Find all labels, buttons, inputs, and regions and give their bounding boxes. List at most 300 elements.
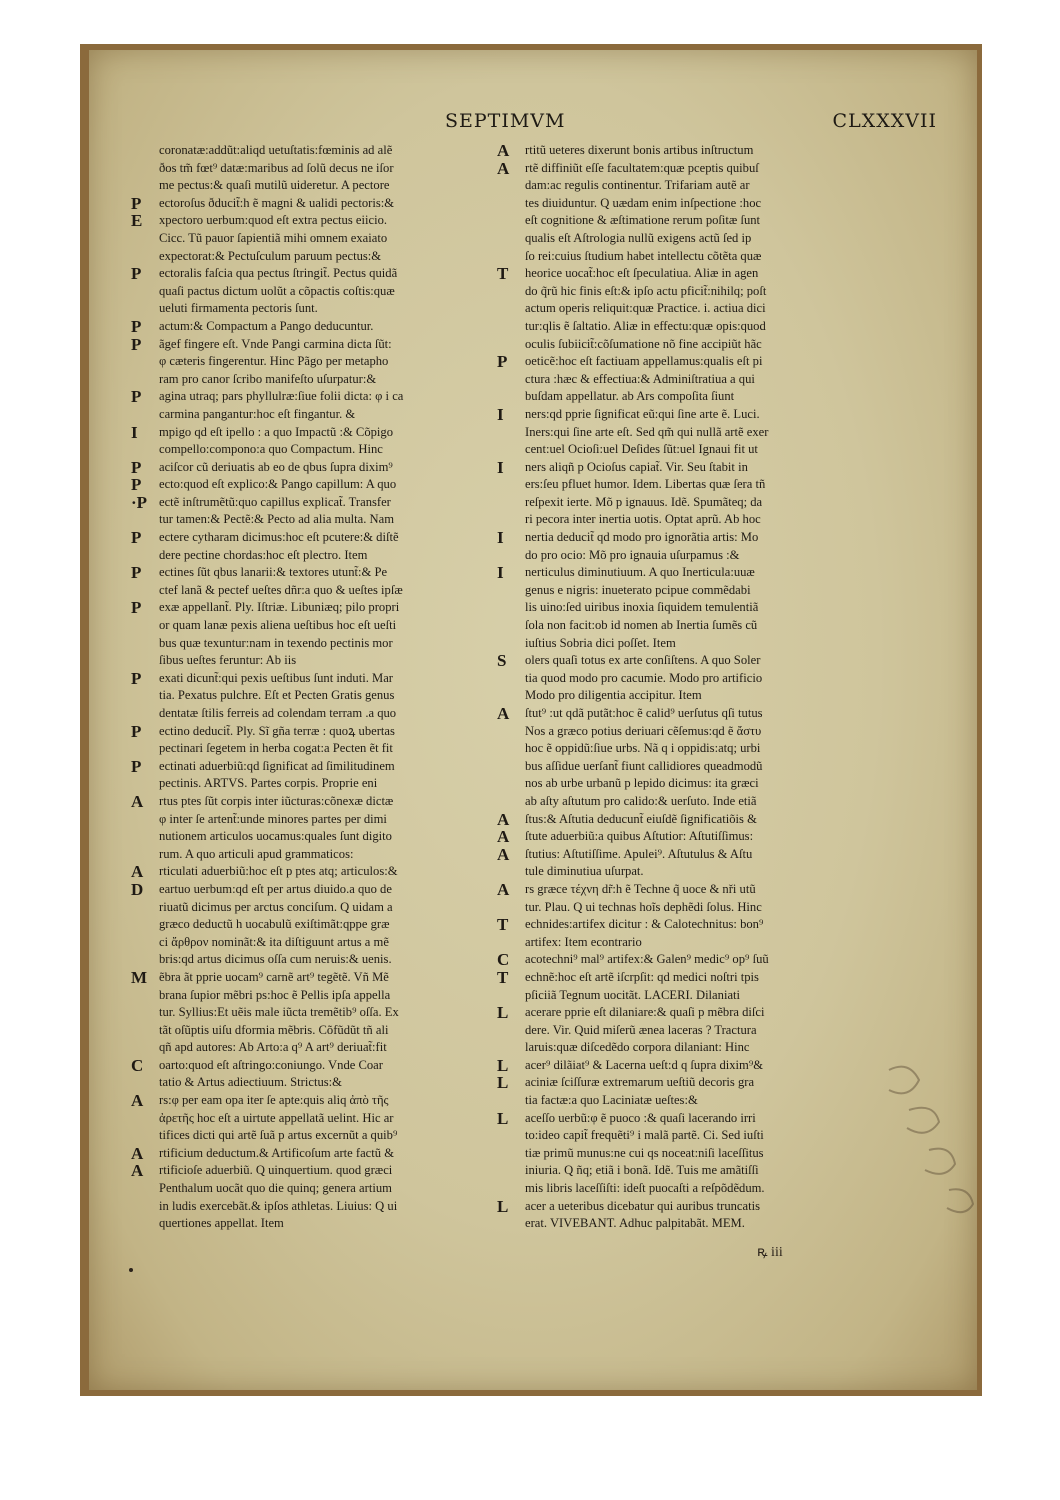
- line-text: ẽbra ãt pprie uocam⁹ carnẽ art⁹ tegẽtẽ. Vñ Mẽ: [159, 969, 389, 984]
- text-line: [495, 775, 853, 793]
- line-text: me pectus:& quaſi mutilũ uideretur. A pectore: [159, 178, 390, 193]
- text-line: [129, 1004, 479, 1022]
- line-text: qñ apd autores: Ab Arto:a q⁹ A art⁹ deriuat̃:fit: [159, 1040, 387, 1055]
- line-text: rtificioſe aduerbiũ. Q uinquertium. quod græci: [159, 1163, 393, 1178]
- text-line: [129, 1145, 479, 1163]
- line-text: ſibus ueſtes feruntur: Ab iis: [159, 653, 297, 668]
- text-line: [129, 1162, 479, 1180]
- line-text: do q̃rũ hic finis eſt:& ipſo actu pficit̃:nihilq; poſt: [525, 283, 767, 298]
- line-text: tifices dicti qui artẽ ſuã p artus excernũt a quib⁹: [159, 1128, 398, 1143]
- text-line: [129, 1215, 479, 1233]
- line-text: tur. Plau. Q ui technas hoĩs dephẽdi ſolus. Hinc: [525, 899, 762, 914]
- text-line: [495, 1162, 853, 1180]
- text-line: [495, 406, 853, 424]
- text-line: [129, 705, 479, 723]
- line-text: coronatæ:addũt:aliqd uetuſtatis:fœminis ad alẽ: [159, 143, 393, 157]
- line-text: tur:qlis ẽ ſaltatio. Aliæ in effectu:quæ opis:quod: [525, 318, 766, 333]
- line-text: ſtute aduerbiũ:a quibus Aſtutior: Aſtutiſſimus:: [525, 829, 754, 844]
- text-line: [129, 230, 479, 248]
- initial-letter: P: [131, 599, 142, 618]
- left-text-column: [129, 142, 479, 1233]
- text-line: [495, 1074, 853, 1092]
- initial-letter: L: [497, 1074, 509, 1093]
- text-line: [129, 476, 479, 494]
- line-text: ab aſty aſtutum pro calido:& uerſuto. Inde etiã: [525, 793, 757, 808]
- text-line: [495, 1215, 853, 1233]
- folio-number: CLXXXVII: [832, 110, 937, 132]
- line-text: rticulati aduerbiũ:hoc eſt p ptes atq; articulos:&: [159, 864, 398, 879]
- line-text: iniuria. Q ñq; etiã i bonã. Idẽ. Tuis me amãtiſſi: [525, 1163, 759, 1178]
- text-line: [495, 705, 853, 723]
- line-text: ectino deducit̃. Ply. Sĩ gña terræ : quoꝝ ubertas: [159, 723, 395, 738]
- text-line: [129, 406, 479, 424]
- line-text: pectinari ſegetem in herba cogat:a Pecten ẽt fit: [159, 741, 393, 756]
- line-text: qualis eſt Aſtrologia nullũ exigens actũ ſed ip: [525, 230, 752, 245]
- text-line: [495, 424, 853, 442]
- initial-letter: P: [497, 353, 508, 371]
- text-line: [129, 635, 479, 653]
- line-text: oculis ſubiicit̃:cõſumatione nõ fine accipiũt hãc: [525, 336, 762, 351]
- text-line: [495, 687, 853, 705]
- line-text: eſt cognitione & æſtimatione rerum poſitæ ſunt: [525, 213, 761, 228]
- text-line: [129, 318, 479, 336]
- initial-letter: P: [131, 458, 142, 477]
- line-text: to:ideo capit̃ frequẽti⁹ i malã partẽ. Ci. Sed iuſti: [525, 1128, 764, 1143]
- line-text: φ cæteris fingerentur. Hinc Pãgo per metapho: [159, 354, 389, 369]
- text-line: [495, 881, 853, 899]
- line-text: acerare pprie eſt dilaniare:& quaſi p mẽbra diſci: [525, 1005, 765, 1020]
- initial-letter: D: [131, 880, 144, 899]
- initial-letter: ·P: [131, 493, 148, 512]
- text-line: [495, 670, 853, 688]
- line-text: tur tamen:& Pectẽ:& Pecto ad alia multa. Nam: [159, 512, 395, 527]
- text-line: [495, 494, 853, 512]
- initial-letter: L: [497, 1004, 509, 1022]
- text-line: [129, 863, 479, 881]
- line-text: ram pro canor ſcribo manifeſto uſurpatur:&: [159, 371, 377, 386]
- initial-letter: L: [497, 1109, 509, 1128]
- text-line: [495, 723, 853, 741]
- text-line: [495, 476, 853, 494]
- initial-letter: I: [497, 405, 504, 424]
- initial-letter: A: [131, 1144, 144, 1163]
- stamp-watermark: [869, 1050, 989, 1230]
- initial-letter: C: [131, 1056, 144, 1075]
- text-line: [495, 248, 853, 266]
- initial-letter: I: [497, 564, 504, 582]
- line-text: reſpexit ierte. Mõ p ignauus. Idẽ. Spumãteq; da: [525, 494, 763, 509]
- line-text: xpectoro uerbum:quod eſt extra pectus eiicio.: [159, 213, 388, 228]
- text-line: [129, 1110, 479, 1128]
- line-text: buſdam appellatur. ab Ars compoſita ſiunt: [525, 389, 735, 404]
- line-text: ners aliqñ p Ocioſus capiat̃. Vir. Seu ſtabit in: [525, 459, 748, 474]
- text-line: [495, 617, 853, 635]
- line-text: lis uino:ſed uiribus inoxia ſiquidem temulentiã: [525, 600, 759, 615]
- text-line: [495, 1004, 853, 1022]
- line-text: ectẽ inſtrumẽtũ:quo capillus explicat̃. Transfer: [159, 494, 391, 509]
- line-text: aceſſo uerbũ:φ ẽ puoco :& quaſi lacerando irri: [525, 1110, 756, 1125]
- text-line: [129, 177, 479, 195]
- line-text: quaſi pactus dictum uolũt a cõpactis coſtis:quæ: [159, 283, 395, 298]
- line-text: actum:& Compactum a Pango deducuntur.: [159, 318, 374, 333]
- line-text: quertiones appellat. Item: [159, 1216, 284, 1231]
- line-text: ners:qd pprie ſignificat eũ:qui ſine arte ẽ. Luci.: [525, 406, 760, 421]
- book-page: [89, 50, 977, 1390]
- margin-dot: [129, 1268, 133, 1272]
- initial-letter: A: [131, 1092, 144, 1110]
- text-line: [129, 687, 479, 705]
- line-text: hoc ẽ oppidũ:ſiue urbs. Nã q i oppidis:atq; urbi: [525, 741, 761, 756]
- initial-letter: L: [497, 1197, 509, 1216]
- text-line: [129, 899, 479, 917]
- line-text: Nos a græco potius deriuari cẽſemus:qd ẽ ἄστυ: [525, 723, 762, 738]
- initial-letter: A: [497, 705, 510, 723]
- line-text: echnides:artifex dicitur : & Calotechnitus: bon⁹: [525, 917, 764, 932]
- line-text: exæ appellant̃. Ply. Iſtriæ. Libuniæq; pilo propri: [159, 600, 400, 615]
- line-text: tule diminutiua uſurpat.: [525, 864, 644, 879]
- text-line: [129, 758, 479, 776]
- line-text: nertia deducit̃ qd modo pro ignorãtia artis: Mo: [525, 530, 759, 545]
- text-line: [129, 300, 479, 318]
- text-line: [495, 599, 853, 617]
- line-text: tãt oſũptis uiſu dformia mẽbris. Cõfũdũt tñ ali: [159, 1022, 389, 1037]
- text-line: [129, 248, 479, 266]
- line-text: genus e nigris: inueterato pcipue commẽdabi: [525, 582, 751, 597]
- text-line: [129, 529, 479, 547]
- line-text: bus quæ texuntur:nam in texendo pectinis mor: [159, 635, 393, 650]
- scan-background: [80, 44, 982, 1396]
- initial-letter: S: [497, 652, 507, 670]
- text-line: [129, 494, 479, 512]
- text-line: [495, 142, 853, 160]
- line-text: ectoroſus ðducit̃:h ẽ magni & ualidi pectoris:&: [159, 195, 395, 210]
- text-line: [129, 371, 479, 389]
- text-line: [495, 652, 853, 670]
- text-line: [129, 652, 479, 670]
- initial-letter: T: [497, 916, 509, 934]
- initial-letter: C: [497, 951, 510, 969]
- text-line: [129, 212, 479, 230]
- line-text: oarto:quod eſt aſtringo:coniungo. Vnde Coar: [159, 1057, 383, 1072]
- text-line: [495, 212, 853, 230]
- text-line: [495, 318, 853, 336]
- text-line: [129, 951, 479, 969]
- line-text: nutionem articulos uocamus:quales ſunt digito: [159, 829, 392, 844]
- line-text: rtificium deductum.& Artificoſum arte factũ &: [159, 1145, 395, 1160]
- line-text: agina utraq; pars phyllulræ:ſiue folii dicta: φ i ca: [159, 389, 404, 404]
- text-line: [495, 1039, 853, 1057]
- line-text: ſtus:& Aſtutia deducunt̃ eiuſdẽ ſignificatiõis &: [525, 811, 757, 826]
- line-text: eartuo uerbum:qd eſt per artus diuido.a quo de: [159, 881, 392, 896]
- line-text: tia quod modo pro cacumie. Modo pro artificio: [525, 670, 763, 685]
- text-line: [129, 987, 479, 1005]
- text-line: [495, 758, 853, 776]
- line-text: Iners:qui ſine arte eſt. Sed qm̃ qui nullã artẽ exer: [525, 424, 769, 439]
- line-text: ctura :hæc & effectiua:& Adminiſtratiua a qui: [525, 371, 755, 386]
- line-text: brana ſupior mẽbri ps:hoc ẽ Pellis ipſa appella: [159, 987, 391, 1002]
- signature-mark: ꝶ iii: [757, 1245, 783, 1260]
- text-line: [495, 1057, 853, 1075]
- line-text: ãgef fingere eſt. Vnde Pangi carmina dicta ſũt:: [159, 336, 392, 351]
- line-text: rs græce τέχνη dr̃:h ẽ Techne q̃ uoce & nři utũ: [525, 881, 756, 896]
- line-text: tes diuiduntur. Q uædam enim inſpectione :hoc: [525, 195, 762, 210]
- line-text: ðos tm̃ fœt⁹ datæ:maribus ad ſolũ decus ne iſor: [159, 160, 394, 175]
- text-line: [129, 1039, 479, 1057]
- line-text: mpigo qd eſt ipello : a quo Impactũ :& Cõpigo: [159, 424, 394, 439]
- text-line: [495, 160, 853, 178]
- text-line: [495, 1110, 853, 1128]
- text-line: [495, 582, 853, 600]
- text-line: [495, 740, 853, 758]
- initial-letter: A: [131, 863, 144, 881]
- text-line: [129, 441, 479, 459]
- line-text: laruis:quæ diſcedẽdo corpora dilaniant: Hinc: [525, 1040, 750, 1055]
- text-line: [495, 1198, 853, 1216]
- text-line: [129, 511, 479, 529]
- line-text: iuſtius Sobria dici poſſet. Item: [525, 635, 676, 650]
- line-text: ſo rei:cuius ſtudium habet intellectu cõtẽta quæ: [525, 248, 762, 263]
- initial-letter: P: [131, 194, 142, 213]
- text-line: [495, 899, 853, 917]
- text-line: [129, 424, 479, 442]
- line-text: in ludis exercebãt.& ipſos athletas. Liuius: Q ui: [159, 1198, 398, 1213]
- line-text: acotechni⁹ mal⁹ artifex:& Galen⁹ medic⁹ op⁹ ſuũ: [525, 952, 769, 967]
- text-line: [129, 599, 479, 617]
- line-text: tatio & Artus adiectiuum. Strictus:&: [159, 1075, 342, 1090]
- text-line: [129, 547, 479, 565]
- text-line: [495, 951, 853, 969]
- initial-letter: P: [131, 529, 142, 547]
- text-line: [495, 547, 853, 565]
- initial-letter: A: [131, 792, 144, 811]
- line-text: græco deductũ h uocabulũ exiſtimãt:qppe græ: [159, 917, 390, 932]
- text-line: [495, 300, 853, 318]
- text-line: [129, 934, 479, 952]
- initial-letter: A: [497, 828, 510, 846]
- line-text: pectinis. ARTVS. Partes corpis. Proprie eni: [159, 776, 378, 791]
- line-text: ri pecora inter inertia uotis. Optat aprũ. Ab hoc: [525, 512, 761, 527]
- line-text: dere pectine chordas:hoc eſt plectro. Item: [159, 547, 368, 562]
- text-line: [495, 511, 853, 529]
- text-line: [129, 846, 479, 864]
- line-text: acer a ueteribus dicebatur qui auribus truncatis: [525, 1198, 760, 1213]
- line-text: φ inter ſe artent̃:unde minores partes per dimi: [159, 811, 387, 826]
- line-text: nerticulus diminutiuum. A quo Inerticula:uuæ: [525, 565, 755, 580]
- line-text: pſiciiã Tegnum uocitãt. LACERI. Dilaniati: [525, 987, 741, 1002]
- text-line: [129, 142, 479, 160]
- line-text: erat. VIVEBANT. Adhuc palpitabãt. MEM.: [525, 1216, 745, 1231]
- line-text: expectorat:& Pectuſculum paruum pectus:&: [159, 248, 382, 263]
- line-text: artifex: Item econtrario: [525, 934, 642, 949]
- initial-letter: P: [131, 335, 142, 354]
- line-text: echnẽ:hoc eſt artẽ iſcrpſit: qd medici noſtri tpis: [525, 969, 759, 984]
- text-line: [495, 793, 853, 811]
- text-line: [495, 635, 853, 653]
- text-line: [129, 582, 479, 600]
- line-text: bris:qd artus dicimus oſſa cum neruis:& uenis.: [159, 952, 392, 967]
- text-line: [495, 863, 853, 881]
- text-line: [129, 793, 479, 811]
- initial-letter: P: [131, 669, 142, 688]
- text-line: [129, 1092, 479, 1110]
- text-line: [495, 916, 853, 934]
- text-line: [495, 459, 853, 477]
- initial-letter: P: [131, 564, 142, 582]
- initial-letter: P: [131, 317, 142, 336]
- initial-letter: E: [131, 212, 143, 230]
- text-line: [495, 336, 853, 354]
- text-line: [129, 916, 479, 934]
- initial-letter: I: [497, 529, 504, 547]
- line-text: oeticẽ:hoc eſt factiuam appellamus:qualis eſt pi: [525, 354, 763, 369]
- initial-letter: A: [497, 880, 510, 899]
- initial-letter: L: [497, 1056, 509, 1075]
- line-text: actum operis reliquit:quæ Practice. i. actiua dici: [525, 301, 766, 316]
- text-line: [495, 195, 853, 213]
- line-text: ſtutius: Aſtutiſſime. Apulei⁹. Aſtutulus & Aſtu: [525, 846, 753, 861]
- initial-letter: I: [131, 423, 138, 442]
- line-text: dentatæ ſtilis ferreis ad colendam terram .a quo: [159, 706, 397, 720]
- line-text: ectere cytharam dicimus:hoc eſt pcutere:& diſtẽ: [159, 530, 399, 545]
- line-text: acer⁹ dilãiat⁹ & Lacerna ueſt:d q ſupra dixim⁹&: [525, 1057, 764, 1072]
- text-line: [129, 195, 479, 213]
- line-text: or quam lanæ pexis aliena ueſtibus hoc eſt ueſti: [159, 618, 397, 633]
- line-text: ers:ſeu pfluet humor. Idem. Libertas quæ ſera tñ: [525, 477, 766, 492]
- text-line: [495, 987, 853, 1005]
- line-text: ecto:quod eſt explico:& Pango capillum: A quo: [159, 477, 397, 492]
- text-line: [129, 160, 479, 178]
- text-line: [129, 811, 479, 829]
- line-text: dere. Vir. Quid miſerũ ænea laceras ? Tractura: [525, 1022, 757, 1037]
- line-text: mis libris laceſſiſti: ideſt puocaſti a reſpõdẽdum.: [525, 1181, 765, 1196]
- text-line: [495, 1127, 853, 1145]
- text-line: [495, 564, 853, 582]
- initial-letter: A: [497, 845, 510, 864]
- line-text: aciſcor cũ deriuatis ab eo de qbus ſupra dixim⁹: [159, 459, 393, 474]
- text-line: [495, 529, 853, 547]
- text-line: [495, 1092, 853, 1110]
- text-line: [495, 1145, 853, 1163]
- initial-letter: P: [131, 757, 142, 776]
- right-text-column: [495, 142, 853, 1233]
- running-head-left: SEPTIMVM: [445, 110, 566, 132]
- text-line: [129, 969, 479, 987]
- initial-letter: T: [497, 265, 509, 283]
- line-text: dam:ac regulis continentur. Trifariam autẽ ar: [525, 178, 750, 193]
- text-line: [129, 353, 479, 371]
- initial-letter: P: [131, 388, 142, 406]
- line-text: bus aſſidue uerſant̃ fiunt callidiores queadmodũ: [525, 758, 763, 773]
- text-line: [495, 283, 853, 301]
- line-text: Penthalum uocãt quo die quinq; genera artium: [159, 1181, 392, 1196]
- initial-letter: I: [497, 458, 504, 477]
- text-line: [129, 1057, 479, 1075]
- line-text: ſola non facit:ob id nomen ab Inertia ſumẽs cũ: [525, 618, 758, 633]
- text-line: [129, 617, 479, 635]
- line-text: cent:uel Ocioſi:uel Deſides ſũt:uel Ignaui fit ut: [525, 442, 758, 457]
- line-text: riuatũ dicimus per arctus conciſum. Q uidam a: [159, 899, 393, 914]
- line-text: nos ab urbe urbanũ p lepido dicimus: ita græci: [525, 776, 759, 791]
- text-line: [129, 828, 479, 846]
- line-text: Modo pro diligentia accipitur. Item: [525, 688, 702, 703]
- text-line: [129, 1074, 479, 1092]
- line-text: ci ἄρθρον nominãt:& ita diſtiguunt artus a mẽ: [159, 934, 389, 949]
- line-text: ectoralis faſcia qua pectus ſtringit̃. Pectus quidã: [159, 266, 398, 281]
- text-line: [129, 459, 479, 477]
- line-text: Cicc. Tũ pauor ſapientiã mihi omnem exaiato: [159, 230, 388, 245]
- text-line: [129, 1022, 479, 1040]
- line-text: rtẽ diffiniũt eſſe facultatem:quæ pceptis quibuſ: [525, 160, 759, 175]
- text-line: [495, 441, 853, 459]
- line-text: rs:φ per eam opa iter ſe apte:quis aliq ἀπὸ τῆς: [159, 1093, 389, 1108]
- text-line: [129, 388, 479, 406]
- text-line: [495, 969, 853, 987]
- line-text: ectines ſũt qbus lanarii:& textores utunt̃:& Pe: [159, 565, 388, 580]
- line-text: rtitũ ueteres dixerunt bonis artibus inſtructum: [525, 143, 754, 157]
- text-line: [129, 881, 479, 899]
- initial-letter: T: [497, 968, 509, 987]
- line-text: exati dicunt̃:qui pexis ueſtibus ſunt induti. Mar: [159, 670, 394, 685]
- text-line: [129, 564, 479, 582]
- text-line: [129, 283, 479, 301]
- initial-letter: A: [497, 159, 510, 178]
- line-text: olers quaſi totus ex arte conſiſtens. A quo Soler: [525, 653, 761, 668]
- line-text: carmina pangantur:hoc eſt fingantur. &: [159, 406, 356, 421]
- text-line: [129, 1180, 479, 1198]
- line-text: tiæ primũ munus:ne cui qs noceat:niſi laceſſitus: [525, 1145, 764, 1160]
- line-text: ectinati aduerbiũ:qd ſignificat ad ſimilitudinem: [159, 758, 395, 773]
- initial-letter: P: [131, 722, 142, 741]
- initial-letter: P: [131, 476, 142, 494]
- text-line: [129, 1198, 479, 1216]
- text-line: [495, 371, 853, 389]
- line-text: rtus ptes ſũt corpis inter iũcturas:cõnexæ dictæ: [159, 793, 394, 808]
- text-line: [495, 846, 853, 864]
- line-text: tia. Pexatus pulchre. Eſt et Pecten Gratis genus: [159, 688, 395, 703]
- text-line: [129, 670, 479, 688]
- text-line: [129, 265, 479, 283]
- line-text: aciniæ ſciſſuræ extremarum ueſtiũ decoris gra: [525, 1075, 755, 1090]
- line-text: compello:compono:a quo Compactum. Hinc: [159, 442, 383, 457]
- line-text: rum. A quo articuli apud grammaticos:: [159, 846, 354, 861]
- line-text: heorice uocat̃:hoc eſt ſpeculatiua. Aliæ in agen: [525, 266, 759, 281]
- text-line: [495, 811, 853, 829]
- text-line: [495, 1180, 853, 1198]
- text-line: [495, 828, 853, 846]
- initial-letter: M: [131, 968, 148, 987]
- text-line: [495, 934, 853, 952]
- initial-letter: A: [497, 142, 510, 160]
- initial-letter: A: [131, 1162, 144, 1181]
- line-text: ἀρετῆς hoc eſt a uirtute appellatã uelint. Hic ar: [159, 1110, 394, 1125]
- text-line: [129, 740, 479, 758]
- text-line: [129, 336, 479, 354]
- line-text: tur. Syllius:Et uẽis male iũcta tremẽtib⁹ oſſa. Ex: [159, 1005, 399, 1020]
- text-line: [495, 1022, 853, 1040]
- text-line: [495, 265, 853, 283]
- text-line: [495, 230, 853, 248]
- line-text: ſtut⁹ :ut qdã putãt:hoc ẽ calid⁹ uerſutus qſi tutus: [525, 706, 763, 720]
- text-line: [495, 388, 853, 406]
- line-text: ueluti firmamenta pectoris ſunt.: [159, 301, 318, 316]
- initial-letter: P: [131, 265, 142, 283]
- text-line: [129, 1127, 479, 1145]
- text-line: [495, 177, 853, 195]
- line-text: tia factæ:a quo Laciniatæ ueſtes:&: [525, 1093, 698, 1108]
- text-line: [129, 775, 479, 793]
- text-line: [495, 353, 853, 371]
- text-line: [129, 723, 479, 741]
